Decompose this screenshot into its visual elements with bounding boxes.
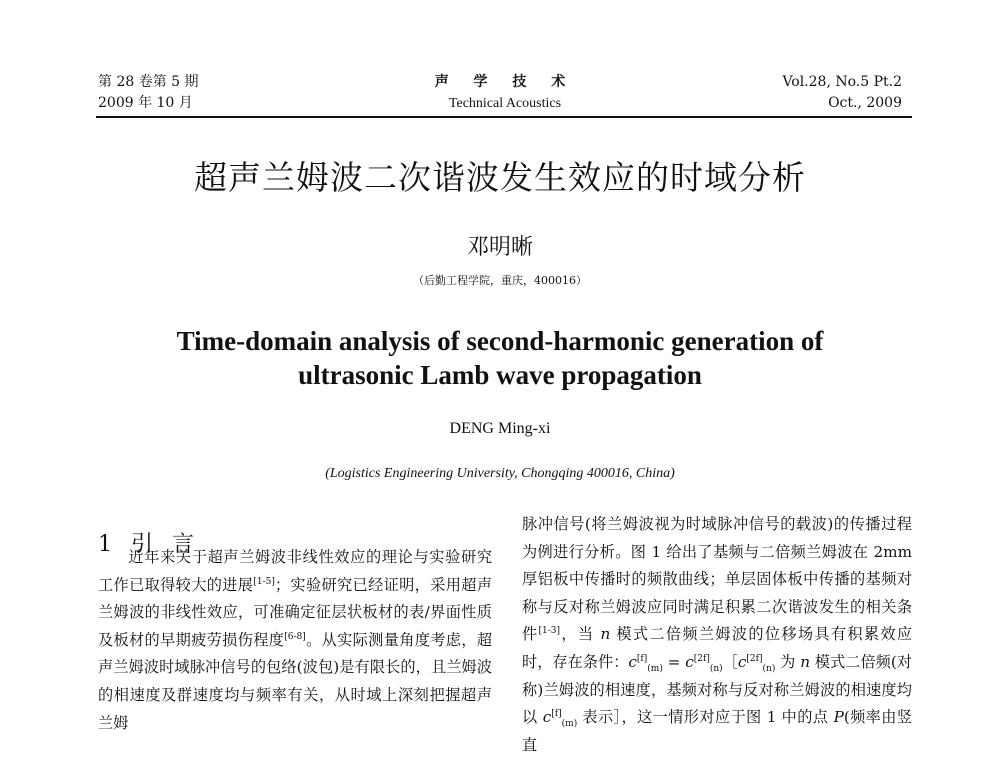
eq-sub-n: (n) — [709, 664, 723, 674]
citation-1-5: [1-5] — [253, 576, 275, 587]
right-text-f: 表示］，这一情形对应于图 1 中的点 — [577, 708, 834, 727]
eq-def-sup-2f: [2f] — [746, 653, 763, 664]
journal-name-cn: 声 学 技 术 — [434, 74, 576, 90]
right-column — [522, 511, 912, 759]
right-text-a: 脉冲信号(将兰姆波视为时域脉冲信号的载波)的传播过程为例进行分析。图 1 给出了基频与二倍频兰姆波在 2mm 厚铝板中传播时的频散曲线；单层固体板中传播的基频对称与反对称兰姆波应同时满足积累二次谐波发生的相关条件 — [522, 515, 912, 644]
paper-title-cn: 超声兰姆波二次谐波发生效应的时域分析 — [194, 158, 806, 197]
eq-sup-f: [f] — [636, 653, 648, 664]
eq-c-fund: c — [542, 708, 552, 727]
publication-date-en: Oct., 2009 — [828, 95, 902, 111]
point-p: P — [833, 708, 844, 727]
affiliation-cn: （后勤工程学院，重庆，400016） — [413, 274, 587, 287]
eq-fund-sup-f: [f] — [551, 709, 562, 720]
eq-equals: = — [662, 652, 686, 671]
volume-issue: 第 28 卷第 5 期 — [98, 74, 199, 90]
left-column — [98, 544, 492, 737]
eq-sub-m: (m) — [647, 664, 663, 674]
eq-fund-sub-m: (m) — [561, 719, 578, 730]
citation-1-3: [1-3] — [538, 626, 561, 637]
mode-n: n — [600, 625, 611, 644]
journal-name-en: Technical Acoustics — [448, 96, 562, 111]
paper-title-en — [0, 324, 1000, 392]
intro-text-b: ；实验研究已经证明，采用超声兰姆波的非线性效应，可准确定征层状板材的表/界面性质及板材的早期疲劳损伤程度 — [98, 575, 493, 649]
author-cn: 邓明晰 — [466, 235, 533, 260]
eq-sup-2f: [2f] — [693, 653, 710, 664]
intro-paragraph — [98, 544, 492, 737]
mode-n-2: n — [800, 652, 811, 671]
header-rule — [96, 116, 912, 118]
affiliation-en: (Logistics Engineering University, Chongqing 400016, China) — [325, 466, 675, 481]
right-text-e: 模式二倍频(对称)兰姆波的相速度，基频对称与反对称兰姆波的相速度均以 — [522, 652, 912, 727]
journal-volume-en — [782, 72, 902, 114]
eq-def-sub-n: (n) — [762, 664, 776, 674]
intro-text-c: 。从实际测量角度考虑，超声兰姆波时域脉冲信号的包络(波包)是有限长的，且兰姆波的相速度及群速度均与频率有关，从时域上深刻把握超声兰姆 — [98, 630, 493, 732]
intro-text-a: 近年来关于超声兰姆波非线性效应的理论与实验研究工作已取得较大的进展 — [98, 548, 492, 594]
journal-issue-info — [98, 72, 199, 114]
right-text-d: 为 — [775, 652, 801, 671]
right-text-b: ，当 — [560, 625, 601, 644]
section-heading-introduction: 1 引 言 — [98, 532, 200, 557]
eq-bracket: ［ — [722, 652, 738, 671]
paper-title-en-line1: Time-domain analysis of second-harmonic generation of — [176, 326, 824, 356]
right-paragraph — [522, 511, 912, 759]
eq-c-rhs: c — [685, 652, 694, 671]
right-text-g: (频率由竖直 — [522, 708, 912, 754]
author-en: DENG Ming-xi — [449, 420, 551, 437]
paper-title-en-line2: ultrasonic Lamb wave propagation — [298, 360, 702, 390]
right-text-c: 模式二倍频兰姆波的位移场具有积累效应时，存在条件： — [522, 625, 913, 671]
volume-issue-en: Vol.28, No.5 Pt.2 — [782, 74, 902, 90]
journal-name — [380, 72, 630, 114]
publication-date: 2009 年 10 月 — [98, 95, 193, 111]
citation-6-8: [6-8] — [284, 631, 306, 642]
eq-c-lhs: c — [628, 652, 637, 671]
eq-c-def: c — [737, 652, 747, 671]
